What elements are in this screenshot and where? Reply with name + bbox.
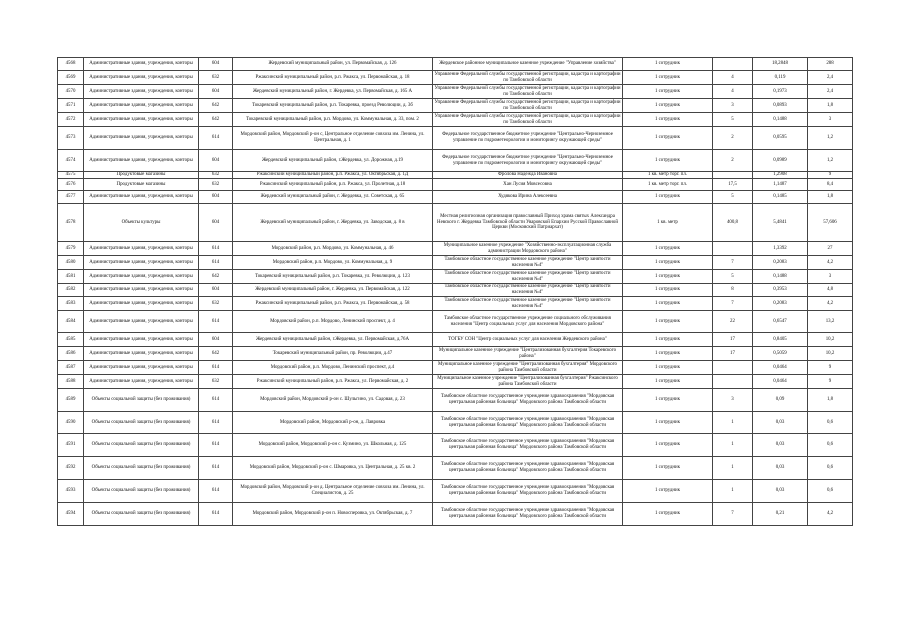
unit-count-cell: 2	[713, 150, 753, 172]
unit-count-cell: 5	[713, 270, 753, 284]
calc-unit-cell: 1 сотрудник	[623, 256, 713, 270]
table-row	[58, 503, 853, 526]
district-code-cell: 604	[199, 85, 233, 99]
calc-unit-cell: 1 сотрудник	[623, 127, 713, 150]
unit-count-cell: 8	[713, 284, 753, 297]
calc-unit-cell: 1 кв. метр торг. пл.	[623, 172, 713, 179]
table-row	[58, 71, 853, 85]
district-code-cell: 614	[199, 311, 233, 333]
table-body	[58, 58, 853, 526]
address-cell: Ржаксинский муниципальный район, р.п. Ржакса, ул. Первомайская, д. 58	[233, 297, 433, 311]
annual-volume-cell: 27	[808, 242, 853, 256]
organization-cell: Тамбовское областное государственное учреждение социального обслуживания населения "Центр социальных услуг для населения Мордовского района"	[433, 311, 623, 333]
organization-cell: Тамбовское областное государственное учреждение здравоохранения "Мордовская центральная районная больница" Мордовского района Тамбовской области	[433, 480, 623, 503]
table-row	[58, 58, 853, 71]
district-code-cell: 614	[199, 389, 233, 412]
annual-volume-cell: 1,8	[808, 99, 853, 113]
row-number-cell: 4588	[58, 375, 84, 389]
object-type-cell: Административные здания, учреждения, конторы	[84, 58, 199, 71]
district-code-cell: 614	[199, 412, 233, 434]
annual-volume-cell: 4,2	[808, 297, 853, 311]
annual-volume-cell: 1,2	[808, 150, 853, 172]
address-cell: Ржаксинский муниципальный район, р.п. Ржакса, ул. Октябрьская, д. 1Д	[233, 172, 433, 179]
unit-count-cell: 4	[713, 71, 753, 85]
organization-cell: Муниципальное казенное учреждение "Централизованная бухгалтерия" Ржаксинского района Тамбовской области	[433, 375, 623, 389]
unit-count-cell: 3	[713, 99, 753, 113]
district-code-cell: 614	[199, 256, 233, 270]
address-cell: Мордовский район, Мордовский р-он п. Новосперовка, ул. Октябрьская, д. 7	[233, 503, 433, 526]
calc-unit-cell: 1 сотрудник	[623, 191, 713, 204]
organization-cell: Фролова Надежда Ивановна	[433, 172, 623, 179]
district-code-cell: 632	[199, 297, 233, 311]
district-code-cell: 614	[199, 434, 233, 457]
table-row	[58, 434, 853, 457]
accumulation-norm-cell: 1,1487	[753, 179, 808, 191]
unit-count-cell: 5	[713, 191, 753, 204]
row-number-cell: 4591	[58, 434, 84, 457]
annual-volume-cell: 4,2	[808, 256, 853, 270]
calc-unit-cell: 1 сотрудник	[623, 457, 713, 480]
annual-volume-cell: 0,6	[808, 457, 853, 480]
district-code-cell: 642	[199, 99, 233, 113]
district-code-cell: 614	[199, 242, 233, 256]
organization-cell: Худякова Ирина Алексеевна	[433, 191, 623, 204]
district-code-cell: 604	[199, 191, 233, 204]
row-number-cell: 4571	[58, 99, 84, 113]
table-row	[58, 172, 853, 179]
object-type-cell: Объекты социальной защиты (без проживания)	[84, 457, 199, 480]
calc-unit-cell: 1 сотрудник	[623, 389, 713, 412]
annual-volume-cell: 57,606	[808, 204, 853, 242]
annual-volume-cell: 1,8	[808, 389, 853, 412]
row-number-cell: 4586	[58, 347, 84, 361]
table-row	[58, 179, 853, 191]
organization-cell: Тамбовское областное государственное учреждение здравоохранения "Мордовская центральная районная больница" Мордовского района Тамбовской области	[433, 412, 623, 434]
accumulation-norm-cell: 0,119	[753, 71, 808, 85]
row-number-cell: 4584	[58, 311, 84, 333]
annual-volume-cell: 10,2	[808, 333, 853, 347]
object-type-cell: Административные здания, учреждения, конторы	[84, 85, 199, 99]
annual-volume-cell: 9	[808, 361, 853, 375]
object-type-cell: Административные здания, учреждения, конторы	[84, 71, 199, 85]
object-type-cell: Административные здания, учреждения, конторы	[84, 113, 199, 127]
row-number-cell: 4572	[58, 113, 84, 127]
accumulation-norm-cell: 0,21	[753, 503, 808, 526]
accumulation-norm-cell: 1,3392	[753, 242, 808, 256]
unit-count-cell	[713, 375, 753, 389]
annual-volume-cell: 2,4	[808, 85, 853, 99]
table-row	[58, 270, 853, 284]
address-cell: Жердевский муниципальный район, г. Жердевка, ул. Советская, д. 65	[233, 191, 433, 204]
district-code-cell: 614	[199, 361, 233, 375]
calc-unit-cell: 1 сотрудник	[623, 434, 713, 457]
address-cell: Мордовский район, р.п. Мордово, Ленинский проспект, д. 4	[233, 311, 433, 333]
address-cell: Мордовский район, Мордовский р-он с. Кузмино, ул. Школьная, д. 125	[233, 434, 433, 457]
object-type-cell: Объекты культуры	[84, 204, 199, 242]
unit-count-cell: 7	[713, 297, 753, 311]
unit-count-cell: 1	[713, 434, 753, 457]
district-code-cell: 632	[199, 172, 233, 179]
accumulation-norm-cell: 1,2908	[753, 172, 808, 179]
object-type-cell: Объекты социальной защиты (без проживания)	[84, 389, 199, 412]
organization-cell: Тамбовское областное государственное казенное учреждение "Центр занятости населения №4"	[433, 297, 623, 311]
district-code-cell: 642	[199, 347, 233, 361]
calc-unit-cell: 1 сотрудник	[623, 480, 713, 503]
row-number-cell: 4592	[58, 457, 84, 480]
unit-count-cell: 1	[713, 480, 753, 503]
unit-count-cell: 17,5	[713, 179, 753, 191]
address-cell: Жердевский муниципальный район, г.Жердевка, ул. Дорожная, д.19	[233, 150, 433, 172]
accumulation-norm-cell: 0,0893	[753, 99, 808, 113]
unit-count-cell: 7	[713, 256, 753, 270]
organization-cell: Тамбовское областное государственное учреждение здравоохранения "Мордовская центральная районная больница" Мордовского района Тамбовской области	[433, 457, 623, 480]
annual-volume-cell: 9	[808, 375, 853, 389]
unit-count-cell	[713, 242, 753, 256]
row-number-cell: 4577	[58, 191, 84, 204]
district-code-cell: 632	[199, 179, 233, 191]
address-cell: Токаревский муниципальный район, пр. Революции, д.47	[233, 347, 433, 361]
accumulation-norm-cell: 0,8405	[753, 333, 808, 347]
calc-unit-cell: 1 кв. метр	[623, 204, 713, 242]
annual-volume-cell: 288	[808, 58, 853, 71]
address-cell: Токаревский муниципальный район, р.п. Мордово, ул. Коммунальная, д. 33, пом. 2	[233, 113, 433, 127]
row-number-cell: 4580	[58, 256, 84, 270]
table-row	[58, 347, 853, 361]
organization-cell: Муниципальное казенное учреждение "Централизованная бухгалтерия Токаревского района"	[433, 347, 623, 361]
unit-count-cell: 5	[713, 113, 753, 127]
address-cell: Ржаксинский муниципальный район, р.п. Ржакса, ул. Пролетная, д.18	[233, 179, 433, 191]
district-code-cell: 614	[199, 457, 233, 480]
object-type-cell: Административные здания, учреждения, конторы	[84, 311, 199, 333]
object-type-cell: Объекты социальной защиты (без проживания)	[84, 503, 199, 526]
annual-volume-cell: 3	[808, 270, 853, 284]
object-type-cell: Административные здания, учреждения, конторы	[84, 127, 199, 150]
object-type-cell: Административные здания, учреждения, конторы	[84, 333, 199, 347]
registry-table	[57, 57, 853, 526]
object-type-cell: Административные здания, учреждения, конторы	[84, 297, 199, 311]
organization-cell: Тамбовское областное государственное учреждение здравоохранения "Мордовская центральная районная больница" Мордовского района Тамбовской области	[433, 503, 623, 526]
accumulation-norm-cell: 0,0464	[753, 375, 808, 389]
calc-unit-cell: 1 сотрудник	[623, 503, 713, 526]
annual-volume-cell: 10,2	[808, 347, 853, 361]
organization-cell: Тамбовское областное государственное учреждение здравоохранения "Мордовская центральная районная больница" Мордовского района Тамбовской области	[433, 434, 623, 457]
calc-unit-cell: 1 сотрудник	[623, 311, 713, 333]
table-row	[58, 297, 853, 311]
calc-unit-cell: 1 сотрудник	[623, 361, 713, 375]
object-type-cell: Административные здания, учреждения, конторы	[84, 361, 199, 375]
row-number-cell: 4569	[58, 71, 84, 85]
unit-count-cell: 4	[713, 85, 753, 99]
annual-volume-cell: 13,2	[808, 311, 853, 333]
object-type-cell: Административные здания, учреждения, конторы	[84, 191, 199, 204]
row-number-cell: 4585	[58, 333, 84, 347]
address-cell: Жердевский муниципальный район, г.Жердевка, ул. Первомайская, д.76А	[233, 333, 433, 347]
table-row	[58, 311, 853, 333]
annual-volume-cell: 4,8	[808, 284, 853, 297]
district-code-cell: 604	[199, 204, 233, 242]
district-code-cell: 604	[199, 150, 233, 172]
calc-unit-cell: 1 сотрудник	[623, 99, 713, 113]
annual-volume-cell: 3	[808, 113, 853, 127]
row-number-cell: 4574	[58, 150, 84, 172]
object-type-cell: Объекты социальной защиты (без проживания)	[84, 412, 199, 434]
unit-count-cell: 400,8	[713, 204, 753, 242]
accumulation-norm-cell: 0,2083	[753, 256, 808, 270]
address-cell: Мордовский район, Мордовский р-он с. Шульгино, ул. Садовая, д. 23	[233, 389, 433, 412]
organization-cell: Тамбовское областное государственное казенное учреждение "Центр занятости населения №4"	[433, 270, 623, 284]
object-type-cell: Административные здания, учреждения, конторы	[84, 150, 199, 172]
accumulation-norm-cell: 0,5059	[753, 347, 808, 361]
calc-unit-cell: 1 сотрудник	[623, 150, 713, 172]
accumulation-norm-cell: 18,2848	[753, 58, 808, 71]
unit-count-cell: 1	[713, 457, 753, 480]
calc-unit-cell: 1 сотрудник	[623, 412, 713, 434]
district-code-cell: 604	[199, 58, 233, 71]
calc-unit-cell: 1 сотрудник	[623, 270, 713, 284]
table-row	[58, 480, 853, 503]
object-type-cell: Административные здания, учреждения, конторы	[84, 270, 199, 284]
address-cell: Токаревский муниципальный район, р.п. Токаревка, проезд Революции, д. 3б	[233, 99, 433, 113]
unit-count-cell: 1	[713, 412, 753, 434]
organization-cell: Управление Федеральной службы государственной регистрации, кадастра и картографии по Тамбовской области	[434, 71, 621, 83]
organization-cell: Управление Федеральной службы государственной регистрации, кадастра и картографии по Тамбовской области	[434, 99, 621, 111]
address-cell: Мордовский район, р.п. Мордово, ул. Коммунальная, д. 9	[233, 256, 433, 270]
table-row	[58, 99, 853, 113]
unit-count-cell: 3	[713, 389, 753, 412]
district-code-cell: 604	[199, 333, 233, 347]
accumulation-norm-cell: 0,2083	[753, 297, 808, 311]
unit-count-cell: 2	[713, 127, 753, 150]
calc-unit-cell: 1 сотрудник	[623, 347, 713, 361]
table-row	[58, 361, 853, 375]
accumulation-norm-cell: 0,03	[753, 434, 808, 457]
row-number-cell: 4587	[58, 361, 84, 375]
row-number-cell: 4570	[58, 85, 84, 99]
district-code-cell: 642	[199, 270, 233, 284]
organization-cell: Хан Лусия Мовсесовна	[433, 179, 623, 191]
object-type-cell: Продуктовые магазины	[84, 172, 199, 179]
annual-volume-cell: 4,2	[808, 503, 853, 526]
object-type-cell: Административные здания, учреждения, конторы	[84, 284, 199, 297]
district-code-cell: 614	[199, 480, 233, 503]
district-code-cell: 632	[199, 375, 233, 389]
address-cell: Мордовский район, Мордовский р-он с, Центральное отделение совхоза им. Ленина, ул. Центральная, д. 1	[233, 127, 433, 150]
table-row	[58, 150, 853, 172]
organization-cell: Тамбовское областное государственное казенное учреждение "Центр занятости населения №4"	[433, 256, 623, 270]
calc-unit-cell: 1 кв. метр торг. пл.	[623, 179, 713, 191]
row-number-cell: 4578	[58, 204, 84, 242]
address-cell: Жердевский муниципальный район, ул. Первомайская, д. 126	[233, 58, 433, 71]
row-number-cell: 4568	[58, 58, 84, 71]
organization-cell: Жердевское районное муниципальное казенное учреждение "Управление хозяйства"	[433, 58, 623, 71]
address-cell: Мордовский район, Мордовский р-он с. Шмаровка, ул. Центральная, д. 25 кв. 2	[233, 457, 433, 480]
accumulation-norm-cell: 0,6547	[753, 311, 808, 333]
organization-cell: Муниципальное казенное учреждение "Централизованная бухгалтерия" Мордовского района Тамбовской области	[433, 361, 623, 375]
unit-count-cell: 22	[713, 311, 753, 333]
address-cell: Мордовский район, р.п. Мордово, ул. Коммунальная, д. 46	[233, 242, 433, 256]
unit-count-cell: 7	[713, 503, 753, 526]
calc-unit-cell: 1 сотрудник	[623, 85, 713, 99]
annual-volume-cell: 1,8	[808, 191, 853, 204]
table-row	[58, 389, 853, 412]
district-code-cell: 632	[199, 71, 233, 85]
organization-cell: ТОГБУ СОН "Центр социальных услуг для населения Жердевского района"	[433, 333, 623, 347]
table-row	[58, 113, 853, 127]
address-cell: Жердевский муниципальный район, г. Жердевка, ул. Первомайская, д. 165 А	[233, 85, 433, 99]
organization-cell: Федеральное государственное бюджетное учреждение "Центрально-Черноземное управление по гидрометеорологии и мониторингу окружающей среды"	[433, 150, 623, 172]
accumulation-norm-cell: 0,0464	[753, 361, 808, 375]
accumulation-norm-cell: 0,1973	[753, 85, 808, 99]
object-type-cell: Административные здания, учреждения, конторы	[84, 375, 199, 389]
address-cell: Жердевский муниципальный район, г. Жердевка, ул. Первомайская, д. 122	[233, 284, 433, 297]
row-number-cell: 4573	[58, 127, 84, 150]
row-number-cell: 4581	[58, 270, 84, 284]
accumulation-norm-cell: 0,1485	[753, 191, 808, 204]
table-row	[58, 284, 853, 297]
address-cell: Ржаксинский муниципальный район, р.п. Ржакса, ул. Первомайская, д. 2	[233, 375, 433, 389]
district-code-cell: 604	[199, 284, 233, 297]
object-type-cell: Продуктовые магазины	[84, 179, 199, 191]
table-row	[58, 191, 853, 204]
row-number-cell: 4583	[58, 297, 84, 311]
district-code-cell: 614	[199, 503, 233, 526]
address-cell: Токаревский муниципальный район, р.п. Токаревка, ул. Революции, д. 123	[233, 270, 433, 284]
address-cell: Жердевский муниципальный район, г. Жердевка, ул. Заводская, д. 8 в	[233, 204, 433, 242]
calc-unit-cell: 1 сотрудник	[623, 113, 713, 127]
table-row	[58, 85, 853, 99]
accumulation-norm-cell: 0,0595	[753, 127, 808, 150]
accumulation-norm-cell: 0,03	[753, 480, 808, 503]
object-type-cell: Административные здания, учреждения, конторы	[84, 242, 199, 256]
accumulation-norm-cell: 0,1488	[753, 113, 808, 127]
accumulation-norm-cell: 0,3953	[753, 284, 808, 297]
address-cell: Ржаксинский муниципальный район, р.п. Ржакса, ул. Первомайская, д. 18	[233, 71, 433, 85]
calc-unit-cell: 1 сотрудник	[623, 297, 713, 311]
table-row	[58, 127, 853, 150]
organization-cell: Тамбовское областное государственное учреждение здравоохранения "Мордовская центральная районная больница" Мордовского района Тамбовской области	[433, 389, 623, 412]
organization-cell: Управление Федеральной службы государственной регистрации, кадастра и картографии по Тамбовской области	[434, 85, 621, 97]
table-row	[58, 204, 853, 242]
table-row	[58, 412, 853, 434]
accumulation-norm-cell: 0,03	[753, 412, 808, 434]
row-number-cell: 4594	[58, 503, 84, 526]
annual-volume-cell: 0,6	[808, 434, 853, 457]
annual-volume-cell: 8,4	[808, 179, 853, 191]
annual-volume-cell: 2,4	[808, 71, 853, 85]
district-code-cell: 642	[199, 113, 233, 127]
organization-cell: Управление Федеральной службы государственной регистрации, кадастра и картографии по Тамбовской области	[434, 113, 621, 125]
calc-unit-cell: 1 сотрудник	[623, 375, 713, 389]
object-type-cell: Объекты социальной защиты (без проживания)	[84, 480, 199, 503]
unit-count-cell: 17	[713, 333, 753, 347]
row-number-cell: 4575	[58, 172, 84, 179]
unit-count-cell: 17	[713, 347, 753, 361]
accumulation-norm-cell: 0,1488	[753, 270, 808, 284]
address-cell: Мордовский район, р.п. Мордово, Ленинский проспект, д.4	[233, 361, 433, 375]
unit-count-cell	[713, 58, 753, 71]
table-row	[58, 333, 853, 347]
organization-cell: Местная религиозная организация православный Приход храма святых Александра Невского г. Жердевка Тамбовской области Уваровской Епархии Русской Православной Церкви (Московский Патриархат)	[433, 204, 623, 242]
object-type-cell: Объекты социальной защиты (без проживания)	[84, 434, 199, 457]
annual-volume-cell: 0,6	[808, 412, 853, 434]
district-code-cell: 614	[199, 127, 233, 150]
annual-volume-cell: 1,2	[808, 127, 853, 150]
row-number-cell: 4590	[58, 412, 84, 434]
table-row	[58, 242, 853, 256]
calc-unit-cell: 1 сотрудник	[623, 58, 713, 71]
object-type-cell: Административные здания, учреждения, конторы	[84, 347, 199, 361]
accumulation-norm-cell: 0,0989	[753, 150, 808, 172]
organization-cell: Тамбовское областное государственное казенное учреждение "Центр занятости населения №4"	[433, 284, 623, 297]
unit-count-cell	[713, 361, 753, 375]
row-number-cell: 4593	[58, 480, 84, 503]
calc-unit-cell: 1 сотрудник	[623, 284, 713, 297]
object-type-cell: Административные здания, учреждения, конторы	[84, 99, 199, 113]
accumulation-norm-cell: 0,03	[753, 457, 808, 480]
organization-cell: Муниципальное казенное учреждение "Хозяйственно-эксплуатационная служба администрации Мордовского района"	[433, 242, 623, 256]
row-number-cell: 4582	[58, 284, 84, 297]
annual-volume-cell: 9	[808, 172, 853, 179]
annual-volume-cell: 0,6	[808, 480, 853, 503]
table-row	[58, 457, 853, 480]
row-number-cell: 4589	[58, 389, 84, 412]
accumulation-norm-cell: 0,09	[753, 389, 808, 412]
row-number-cell: 4576	[58, 179, 84, 191]
table-row	[58, 375, 853, 389]
calc-unit-cell: 1 сотрудник	[623, 71, 713, 85]
object-type-cell: Административные здания, учреждения, конторы	[84, 256, 199, 270]
row-number-cell: 4579	[58, 242, 84, 256]
address-cell: Мордовский район, Мордовский р-он, д. Лавровка	[233, 412, 433, 434]
organization-cell: Федеральное государственное бюджетное учреждение "Центрально-Черноземное управление по гидрометеорологии и мониторингу окружающей среды"	[433, 127, 623, 150]
accumulation-norm-cell: 5,4841	[753, 204, 808, 242]
calc-unit-cell: 1 сотрудник	[623, 242, 713, 256]
calc-unit-cell: 1 сотрудник	[623, 333, 713, 347]
table-row	[58, 256, 853, 270]
address-cell: Мордовский район, Мордовский р-он д. Центральное отделение совхоза им. Ленина, ул. Специалистов, д. 25	[233, 480, 433, 503]
unit-count-cell	[713, 172, 753, 179]
